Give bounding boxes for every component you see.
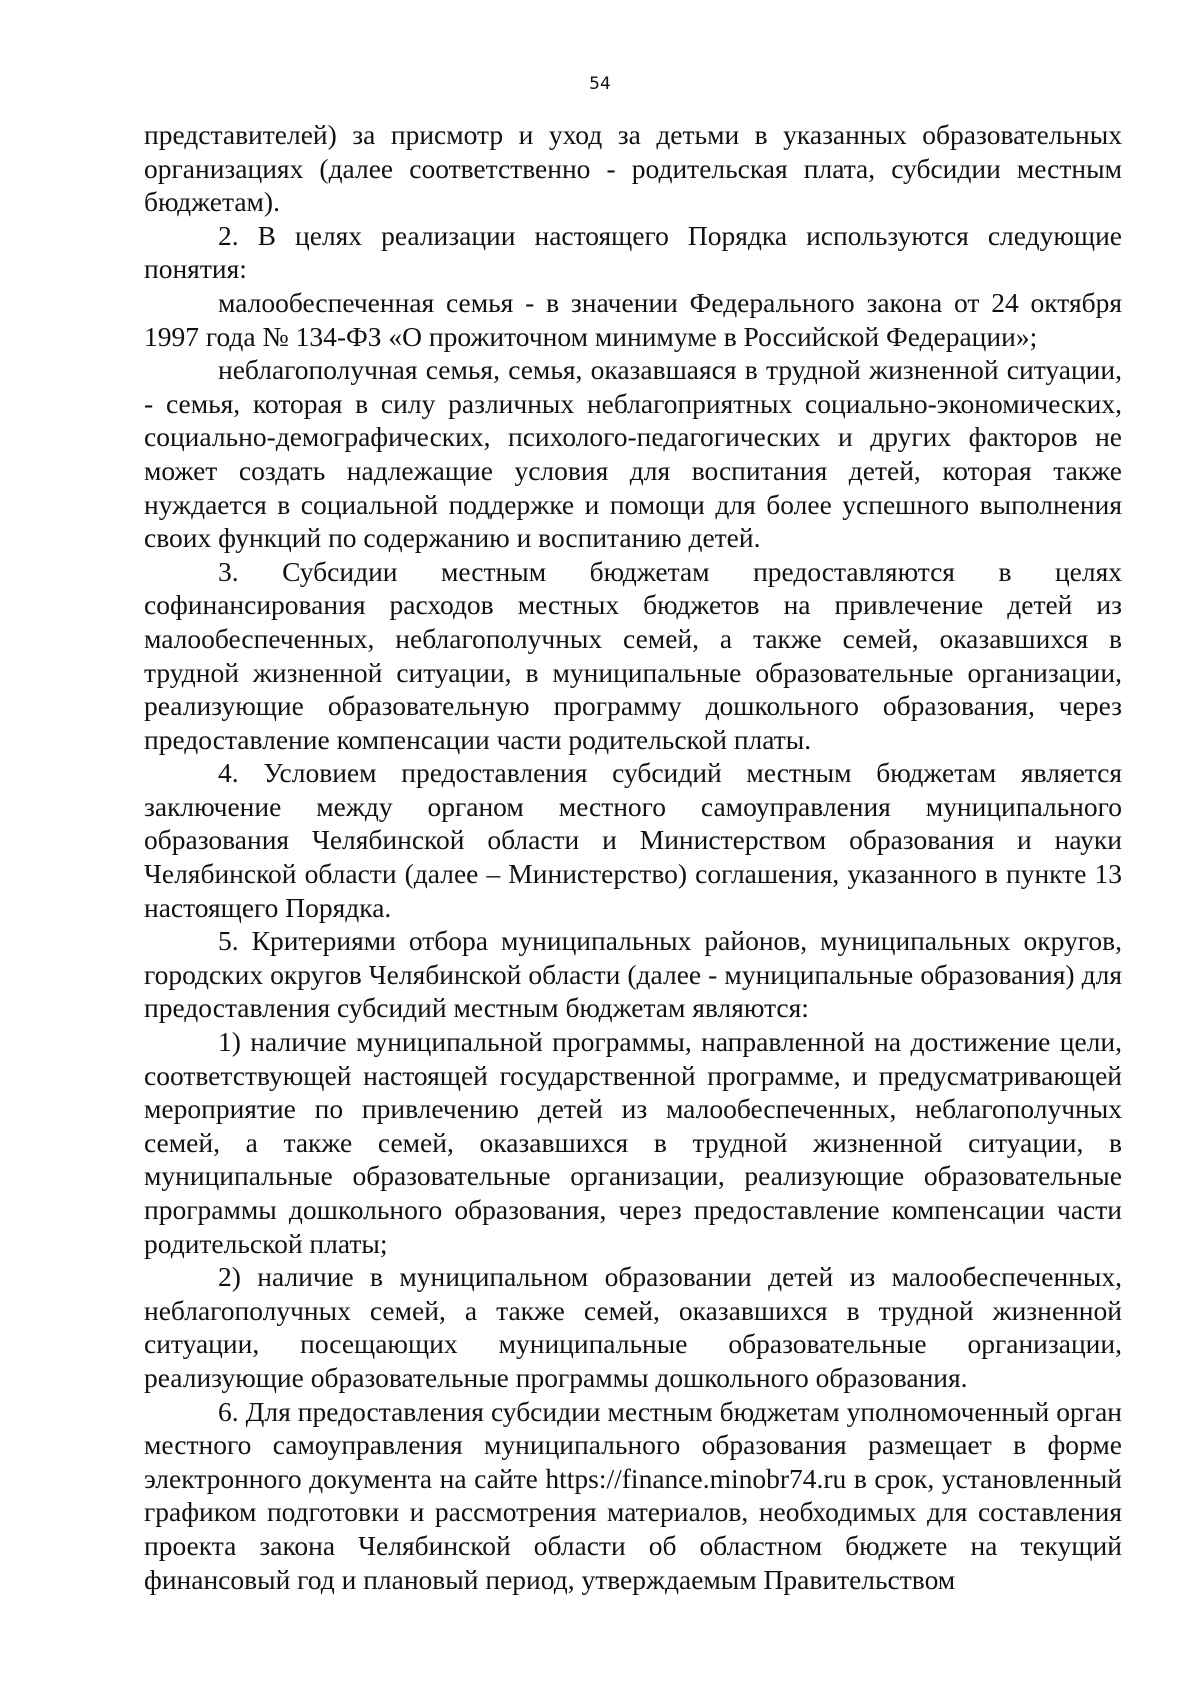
paragraph-item-2: 2. В целях реализации настоящего Порядка используются следующие понятия: <box>144 219 1122 285</box>
paragraph-item-5: 5. Критериями отбора муниципальных районов, муниципальных округов, городских округов Челябинской области (далее - муниципальные образования) для предоставления субсидий местным бюджетам являются: <box>144 925 1122 1024</box>
paragraph-item-3: 3. Субсидии местным бюджетам предоставляются в целях софинансирования расходов местных бюджетов на привлечение детей из малообеспеченных, неблагополучных семей, а также семей, оказавшихся в трудной жизненной ситуации, в муниципальные образовательные организации, реализующие образовательную программу дошкольного образования, через предоставление компенсации части родительской платы. <box>144 555 1122 755</box>
page-number: 54 <box>589 74 611 94</box>
paragraph-continuation: представителей) за присмотр и уход за детьми в указанных образовательных организациях (далее соответственно - родительская плата, субсидии местным бюджетам). <box>144 119 1122 218</box>
paragraph-item-6: 6. Для предоставления субсидии местным бюджетам уполномоченный орган местного самоуправления муниципального образования размещает в форме электронного документа на сайте https://finance.minobr74.ru в срок, установленный графиком подготовки и рассмотрения материалов, необходимых для составления проекта закона Челябинской области об областном бюджете на текущий финансовый год и плановый период, утверждаемым Правительством <box>144 1395 1122 1595</box>
paragraph-item-4: 4. Условием предоставления субсидий местным бюджетам является заключение между органом местного самоуправления муниципального образования Челябинской области и Министерством образования и науки Челябинской области (далее – Министерство) соглашения, указанного в пункте 13 настоящего Порядка. <box>144 757 1122 923</box>
document-body <box>144 118 1122 1596</box>
paragraph-definition-low-income: малообеспеченная семья - в значении Федерального закона от 24 октября 1997 года № 134-ФЗ «О прожиточном минимуме в Российской Федерации»; <box>144 286 1122 352</box>
paragraph-subitem-2: 2) наличие в муниципальном образовании детей из малообеспеченных, неблагополучных семей, а также семей, оказавшихся в трудной жизненной ситуации, посещающих муниципальные образовательные организации, реализующие образовательные программы дошкольного образования. <box>144 1261 1122 1393</box>
paragraph-subitem-1: 1) наличие муниципальной программы, направленной на достижение цели, соответствующей настоящей государственной программе, и предусматривающей мероприятие по привлечению детей из малообеспеченных, неблагополучных семей, а также семей, оказавшихся в трудной жизненной ситуации, в муниципальные образовательные организации, реализующие образовательные программы дошкольного образования, через предоставление компенсации части родительской платы; <box>144 1026 1122 1259</box>
paragraph-definition-disadvantaged: неблагополучная семья, семья, оказавшаяся в трудной жизненной ситуации, - семья, которая в силу различных неблагоприятных социально-экономических, социально-демографических, психолого-педагогических и других факторов не может создать надлежащие условия для воспитания детей, которая также нуждается в социальной поддержке и помощи для более успешного выполнения своих функций по содержанию и воспитанию детей. <box>144 354 1122 554</box>
